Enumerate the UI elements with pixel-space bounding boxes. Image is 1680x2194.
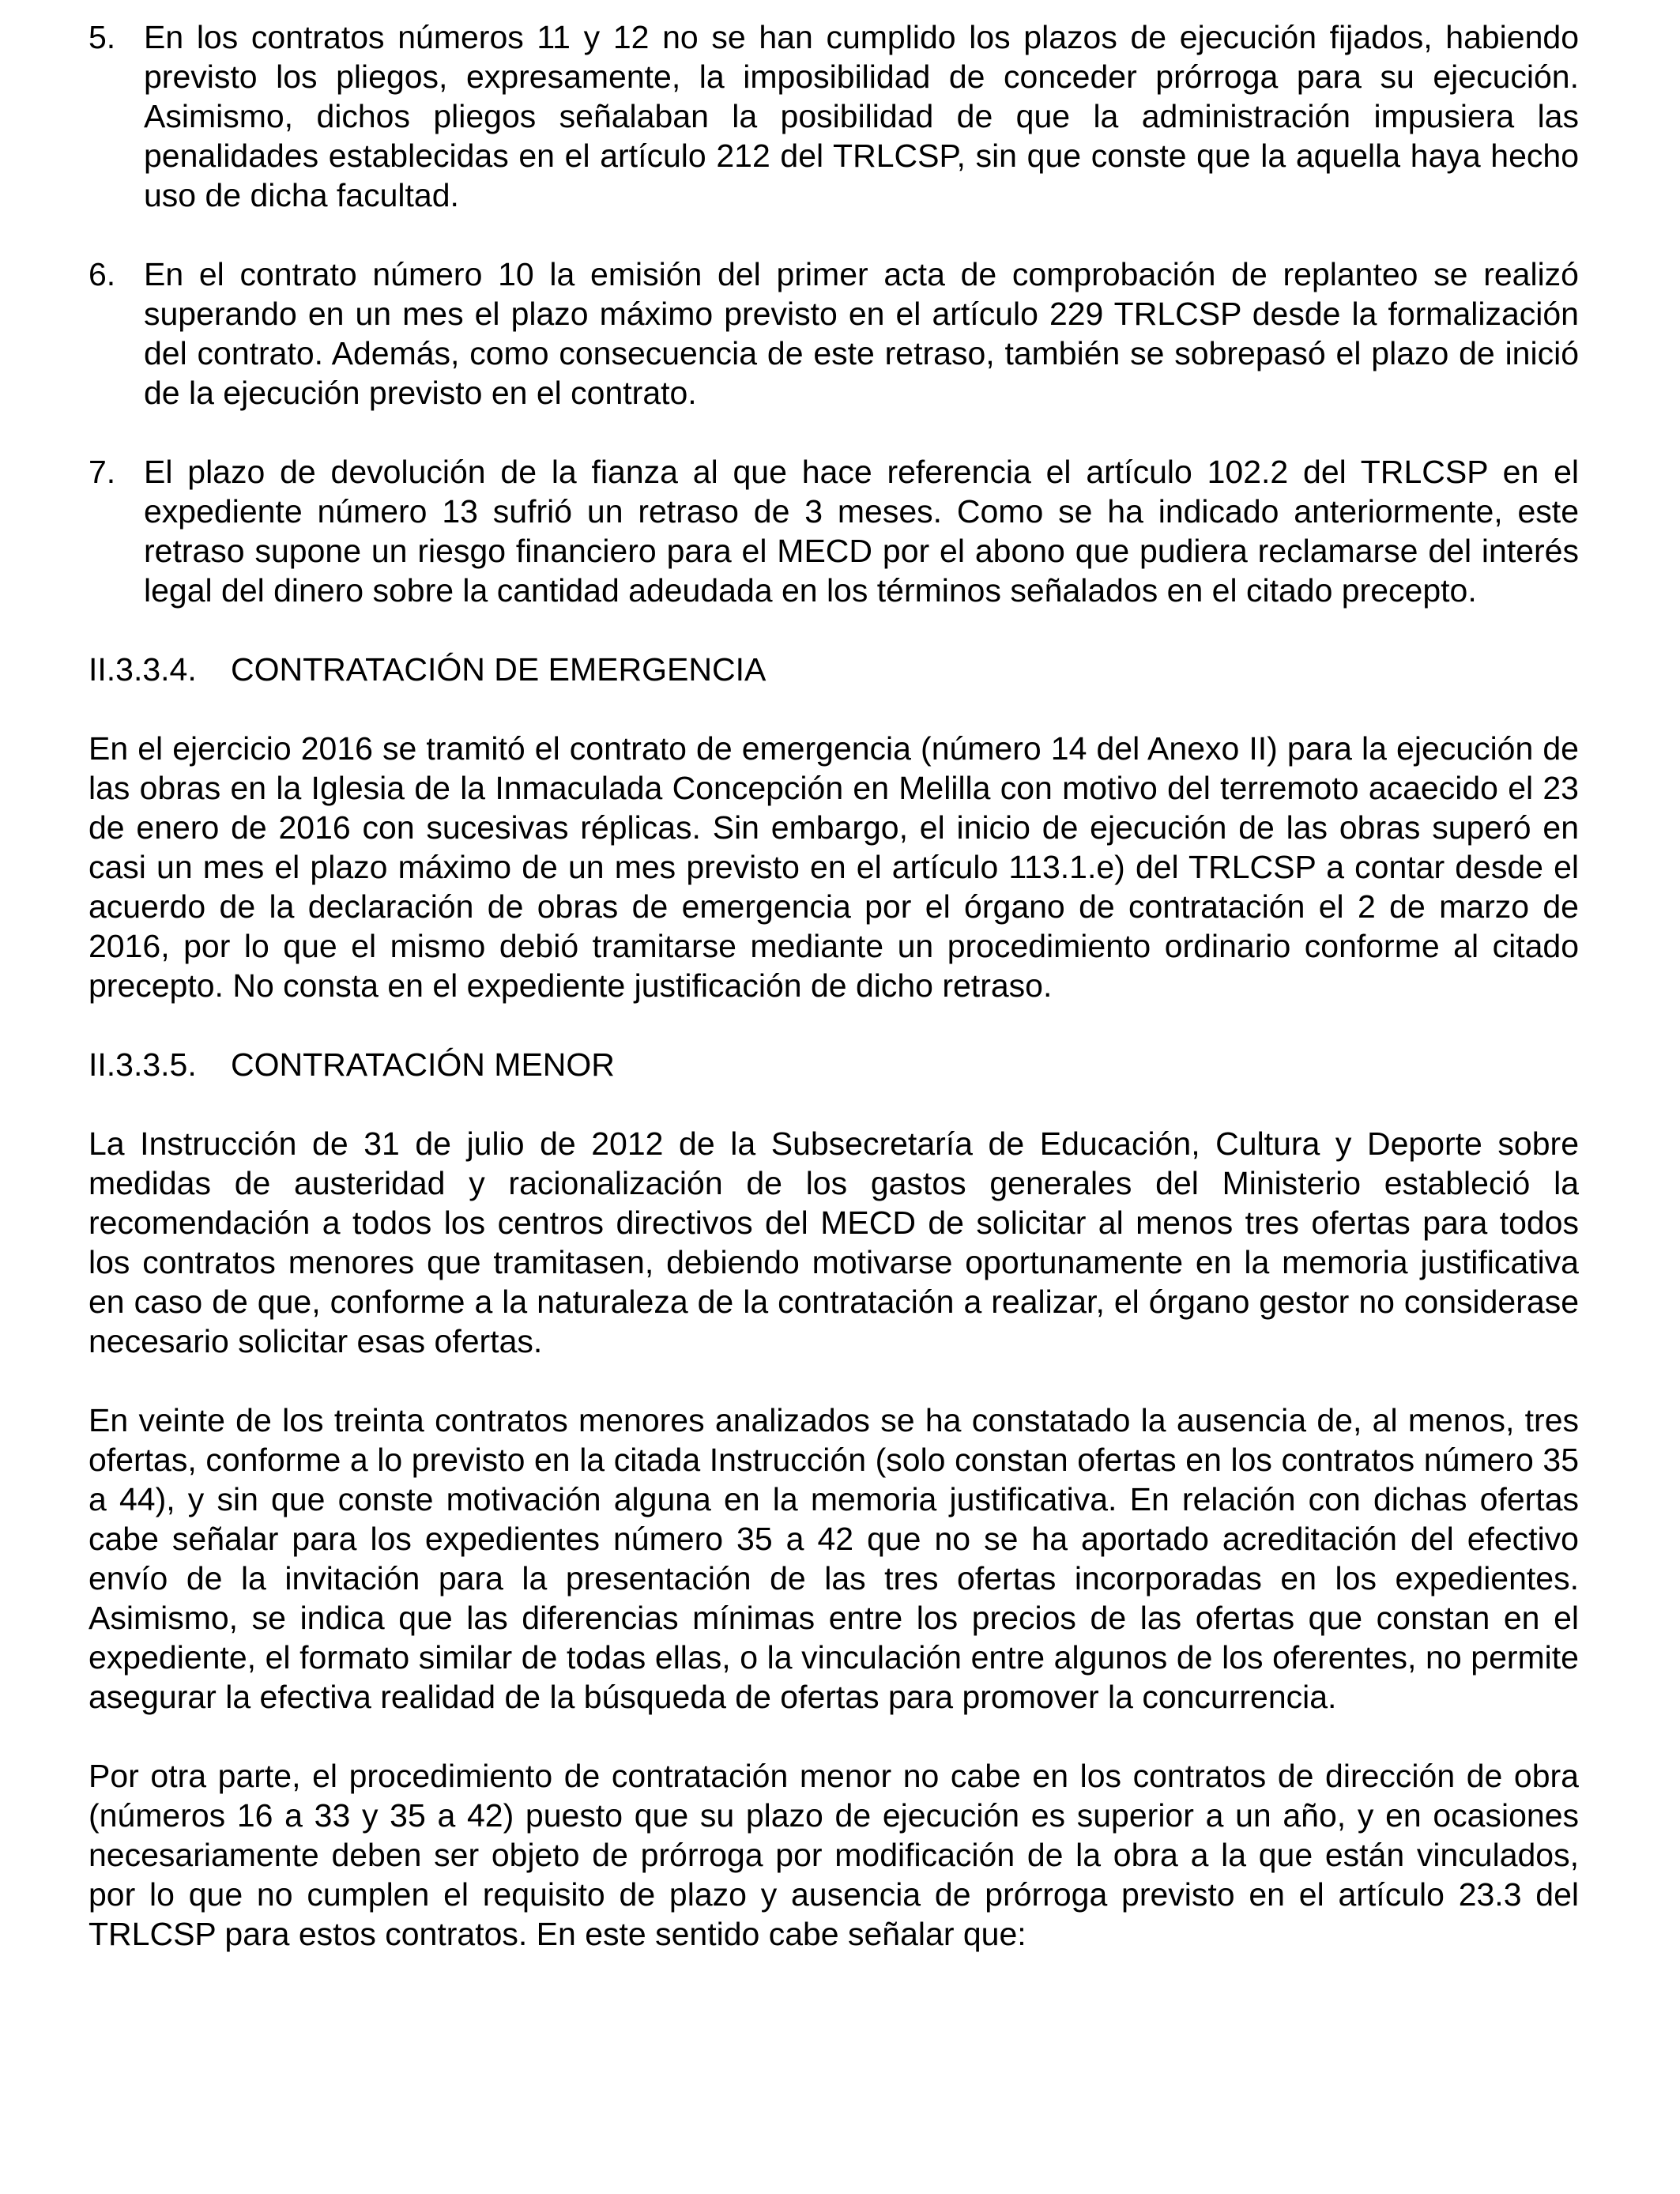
list-item-5: [89, 17, 1579, 215]
paragraph-menor-direccion-obra: Por otra parte, el procedimiento de contratación menor no cabe en los contratos de dirección de obra (números 16 a 33 y 35 a 42) puesto que su plazo de ejecución es superior a un año, y en ocasiones necesariamente deben ser objeto de prórroga por modificación de la obra a la que están vinculados, por lo que no cumplen el requisito de plazo y ausencia de prórroga previsto en el artículo 23.3 del TRLCSP para estos contratos. En este sentido cabe señalar que:: [89, 1758, 1579, 1952]
list-item-text: En los contratos números 11 y 12 no se han cumplido los plazos de ejecución fijados, habiendo previsto los pliegos, expresamente, la imposibilidad de conceder prórroga para su ejecución. Asimismo, dichos pliegos señalaban la posibilidad de que la administración impusiera las penalidades establecidas en el artículo 212 del TRLCSP, sin que conste que la aquella haya hecho uso de dicha facultad.: [144, 19, 1579, 213]
list-number: 7.: [89, 454, 116, 490]
paragraph-menor-instruccion: La Instrucción de 31 de julio de 2012 de la Subsecretaría de Educación, Cultura y Deporte sobre medidas de austeridad y racionalización de los gastos generales del Ministerio estableció la recomendación a todos los centros directivos del MECD de solicitar al menos tres ofertas para todos los contratos menores que tramitasen, debiendo motivarse oportunamente en la memoria justificativa en caso de que, conforme a la naturaleza de la contratación a realizar, el órgano gestor no considerase necesario solicitar esas ofertas.: [89, 1125, 1579, 1359]
section-title: CONTRATACIÓN MENOR: [231, 1046, 615, 1083]
list-item-text: El plazo de devolución de la fianza al que hace referencia el artículo 102.2 del TRLCSP en el expediente número 13 sufrió un retraso de 3 meses. Como se ha indicado anteriormente, este retraso supone un riesgo financiero para el MECD por el abono que pudiera reclamarse del interés legal del dinero sobre la cantidad adeudada en los términos señalados en el citado precepto.: [144, 454, 1579, 609]
section-number: II.3.3.5.: [89, 1046, 197, 1083]
paragraph-menor-ofertas: En veinte de los treinta contratos menores analizados se ha constatado la ausencia de, al menos, tres ofertas, conforme a lo previsto en la citada Instrucción (solo constan ofertas en los contratos número 35 a 44), y sin que conste motivación alguna en la memoria justificativa. En relación con dichas ofertas cabe señalar para los expedientes número 35 a 42 que no se ha aportado acreditación del efectivo envío de la invitación para la presentación de las tres ofertas incorporadas en los expedientes. Asimismo, se indica que las diferencias mínimas entre los precios de las ofertas que constan en el expediente, el formato similar de todas ellas, o la vinculación entre algunos de los oferentes, no permite asegurar la efectiva realidad de la búsqueda de ofertas para promover la concurrencia.: [89, 1402, 1579, 1715]
document-page: [89, 17, 1579, 1954]
list-item-text: En el contrato número 10 la emisión del primer acta de comprobación de replanteo se realizó superando en un mes el plazo máximo previsto en el artículo 229 TRLCSP desde la formalización del contrato. Además, como consecuencia de este retraso, también se sobrepasó el plazo de inició de la ejecución previsto en el contrato.: [144, 256, 1579, 411]
list-item-6: [89, 254, 1579, 413]
section-number: II.3.3.4.: [89, 651, 197, 688]
section-heading-emergencia: [89, 650, 1579, 689]
paragraph-emergencia: En el ejercicio 2016 se tramitó el contrato de emergencia (número 14 del Anexo II) para la ejecución de las obras en la Iglesia de la Inmaculada Concepción en Melilla con motivo del terremoto acaecido el 23 de enero de 2016 con sucesivas réplicas. Sin embargo, el inicio de ejecución de las obras superó en casi un mes el plazo máximo de un mes previsto en el artículo 113.1.e) del TRLCSP a contar desde el acuerdo de la declaración de obras de emergencia por el órgano de contratación el 2 de marzo de 2016, por lo que el mismo debió tramitarse mediante un procedimiento ordinario conforme al citado precepto. No consta en el expediente justificación de dicho retraso.: [89, 730, 1579, 1004]
section-heading-menor: [89, 1045, 1579, 1084]
list-number: 6.: [89, 256, 116, 292]
list-item-7: [89, 452, 1579, 610]
section-title: CONTRATACIÓN DE EMERGENCIA: [231, 651, 767, 688]
list-number: 5.: [89, 19, 116, 55]
